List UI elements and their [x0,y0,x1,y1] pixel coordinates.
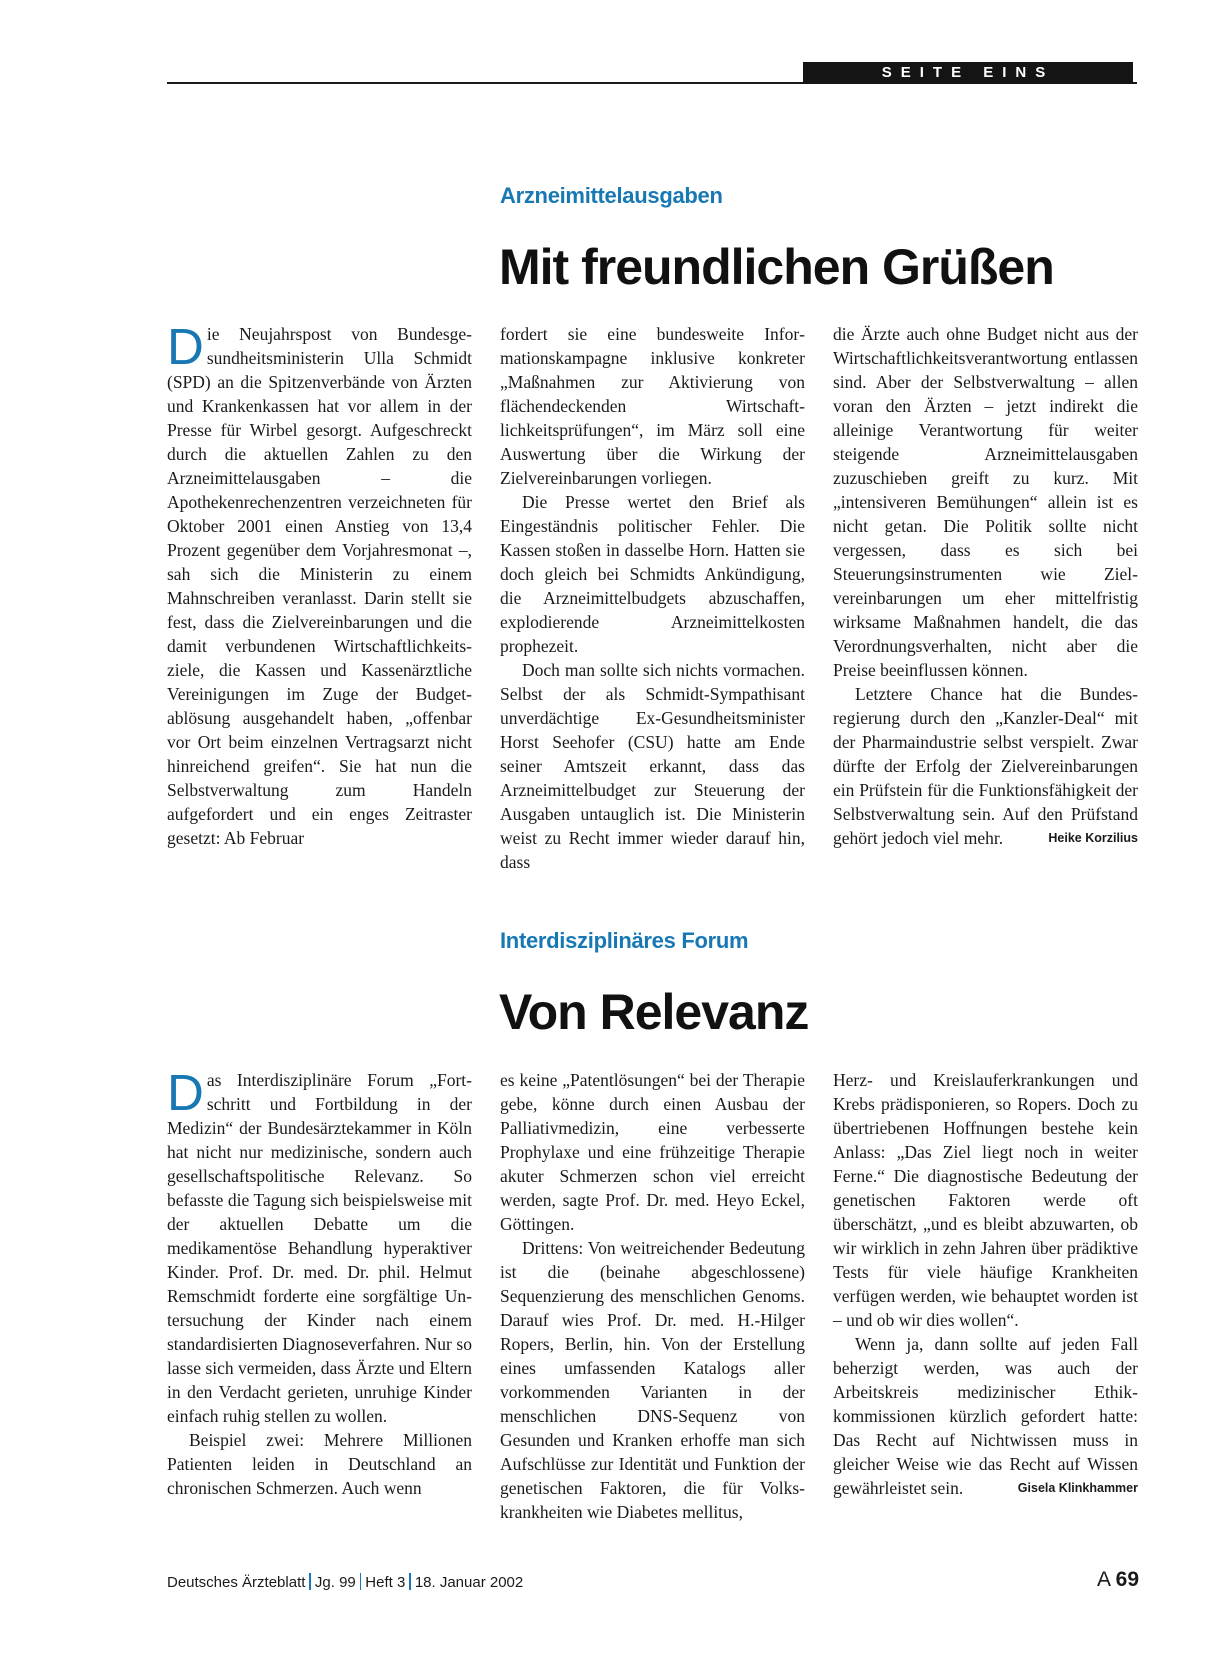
paragraph: Das Interdisziplinäre Forum „Fortschritt und Fortbildung in der Medizin“ der Bundesärztekammer in Köln hat nicht nur medizinische, sondern auch gesellschaftspolitische Relevanz. So befasste die Tagung sich beispielsweise mit der aktuellen Debatte um die medikamentöse Behandlung hyperaktiver Kinder. Prof. Dr. med. Dr. phil. Helmut Remschmidt forderte eine sorgfältige Untersuchung der Kinder nach einem standardisierten Diagnoseverfahren. Nur so lasse sich vermeiden, dass Ärzte und Eltern in den Verdacht gerieten, unruhige Kinder einfach ruhig stellen zu wollen. [167,1064,472,1426]
paragraph: Doch man sollte sich nichts vormachen. Selbst der als Schmidt-Sympathisant unverdächtige Ex-Gesundheitsminister Horst Seehofer (CSU) hatte am Ende seiner Amtszeit erkannt, dass das Arzneimittelbudget zur Steuerung der Ausgaben untauglich ist. Die Ministerin weist zu Recht immer wieder darauf hin, dass [500,660,805,872]
article1-headline: Mit freundlichen Grüßen [499,239,1054,295]
section-tag: SEITE EINS [803,62,1133,84]
article2-column-1 [167,1064,472,1500]
paragraph: die Ärzte auch ohne Budget nicht aus der Wirtschaftlichkeitsverantwortung entlassen sind. Aber der Selbstverwaltung – allen voran den Ärzten – jetzt indirekt die alleinige Verantwortung für weiter steigende Arzneimittelausgaben zuzuschieben greift zu kurz. Mit „intensiveren Bemühungen“ allein ist es nicht getan. Die Politik sollte nicht vergessen, dass es sich bei Steuerungsinstrumenten wie Zielvereinbarungen um eher mittelfristig wirksame Maßnahmen handelt, die das Verordnungsverhalten, nicht aber die Preise beeinflussen können. [833,324,1138,680]
article1-column-3 [833,322,1138,850]
article2-column-3 [833,1068,1138,1500]
page-footer [167,1573,523,1591]
issue: Heft 3 [365,1574,406,1591]
article2-kicker: Interdisziplinäres Forum [500,928,749,953]
author-byline: Gisela Klinkhammer [1017,1481,1138,1495]
page-number-value: 69 [1115,1568,1139,1591]
paragraph: Letztere Chance hat die Bundesregierung durch den „Kanzler-Deal“ mit der Pharmaindustrie selbst verspielt. Zwar dürfte der Erfolg der Zielvereinbarungen ein Prüfstein für die Funktionsfähigkeit der Selbstverwaltung sein. Auf den Prüfstand gehört jedoch viel mehr. Heike Korzilius [833,684,1138,848]
article2-column-2 [500,1068,805,1524]
paragraph: Beispiel zwei: Mehrere Millionen Patienten leiden in Deutschland an chronischen Schmerzen. Auch wenn [167,1430,472,1498]
separator [309,1573,311,1590]
article1-kicker: Arzneimittelausgaben [500,183,723,208]
article2-headline: Von Relevanz [499,984,809,1040]
paragraph: Drittens: Von weitreichender Bedeutung ist die (beinahe abgeschlossene) Sequenzierung des menschlichen Genoms. Darauf wies Prof. Dr. med. H.-Hilger Ropers, Berlin, hin. Von der Erstellung eines umfassenden Katalogs aller vorkommenden Varianten in der menschlichen DNS-Sequenz von Gesunden und Kranken erhoffe man sich Aufschlüsse zur Identität und Funktion der genetischen Faktoren, die für Volkskrankheiten wie Diabetes mellitus, [500,1238,805,1522]
paragraph: fordert sie eine bundesweite Informationskampagne inklusive konkreter „Maßnahmen zur Aktivierung von flächendeckenden Wirtschaftlichkeitsprüfungen“, im März soll eine Auswertung über die Wirkung der Zielvereinbarungen vorliegen. [500,324,805,488]
page-prefix: A [1096,1568,1110,1591]
author-byline: Heike Korzilius [1048,831,1138,845]
dropcap: D [167,1064,204,1121]
paragraph: Die Neujahrspost von Bundesgesundheitsministerin Ulla Schmidt (SPD) an die Spitzenverbände von Ärzten und Krankenkassen hat vor allem in der Presse für Wirbel gesorgt. Aufgeschreckt durch die aktuellen Zahlen zu den Arzneimittelausgaben – die Apothekenrechenzentren verzeichneten für Oktober 2001 einen Anstieg von 13,4 Prozent gegenüber dem Vorjahresmonat –, sah sich die Ministerin zu einem Mahnschreiben veranlasst. Darin stellt sie fest, dass die Zielvereinbarungen und die damit verbundenen Wirtschaftlichkeitsziele, die Kassen und Kassenärztliche Vereinigungen im Zuge der Budgetablösung ausgehandelt haben, „offenbar vor Ort beim einzelnen Vertragsarzt nicht hinreichend greifen“. Sie hat nun die Selbstverwaltung zum Handeln aufgefordert und ein enges Zeitraster gesetzt: Ab Februar [167,318,472,848]
paragraph: es keine „Patentlösungen“ bei der Therapie gebe, könne durch einen Ausbau der Palliativmedizin, eine verbesserte Prophylaxe und eine frühzeitige Therapie akuter Schmerzen schon viel erreicht werden, sagte Prof. Dr. med. Heyo Eckel, Göttingen. [500,1070,805,1234]
volume: Jg. 99 [314,1574,356,1591]
paragraph: Herz- und Kreislauferkrankungen und Krebs prädisponieren, so Ropers. Doch zu übertriebenen Hoffnungen bestehe kein Anlass: „Das Ziel liegt noch in weiter Ferne.“ Die diagnostische Bedeutung der genetischen Faktoren werde oft überschätzt, „und es bleibt abzuwarten, ob wir wirklich in zehn Jahren über prädiktive Tests für viele häufige Krankheiten verfügen werden, wie behauptet worden ist – und ob wir dies wollen“. [833,1070,1138,1330]
paragraph: Die Presse wertet den Brief als Eingeständnis politischer Fehler. Die Kassen stoßen in dasselbe Horn. Hatten sie doch gleich bei Schmidts Ankündigung, die Arzneimittelbudgets abzuschaffen, explodierende Arzneimittelkosten prophezeit. [500,492,805,656]
article1-column-1 [167,318,472,850]
page-number [1097,1568,1139,1592]
separator [360,1573,362,1590]
article1-column-2 [500,322,805,874]
paragraph: Wenn ja, dann sollte auf jeden Fall beherzigt werden, was auch der Arbeitskreis medizinischer Ethikkommissionen kürzlich gefordert hatte: Das Recht auf Nichtwissen muss in gleicher Weise wie das Recht auf Wissen gewährleistet sein. Gisela Klinkhammer [833,1334,1138,1498]
issue-date: 18. Januar 2002 [414,1574,524,1591]
journal-name: Deutsches Ärzteblatt [167,1574,306,1591]
separator [409,1573,411,1590]
dropcap: D [167,318,204,375]
